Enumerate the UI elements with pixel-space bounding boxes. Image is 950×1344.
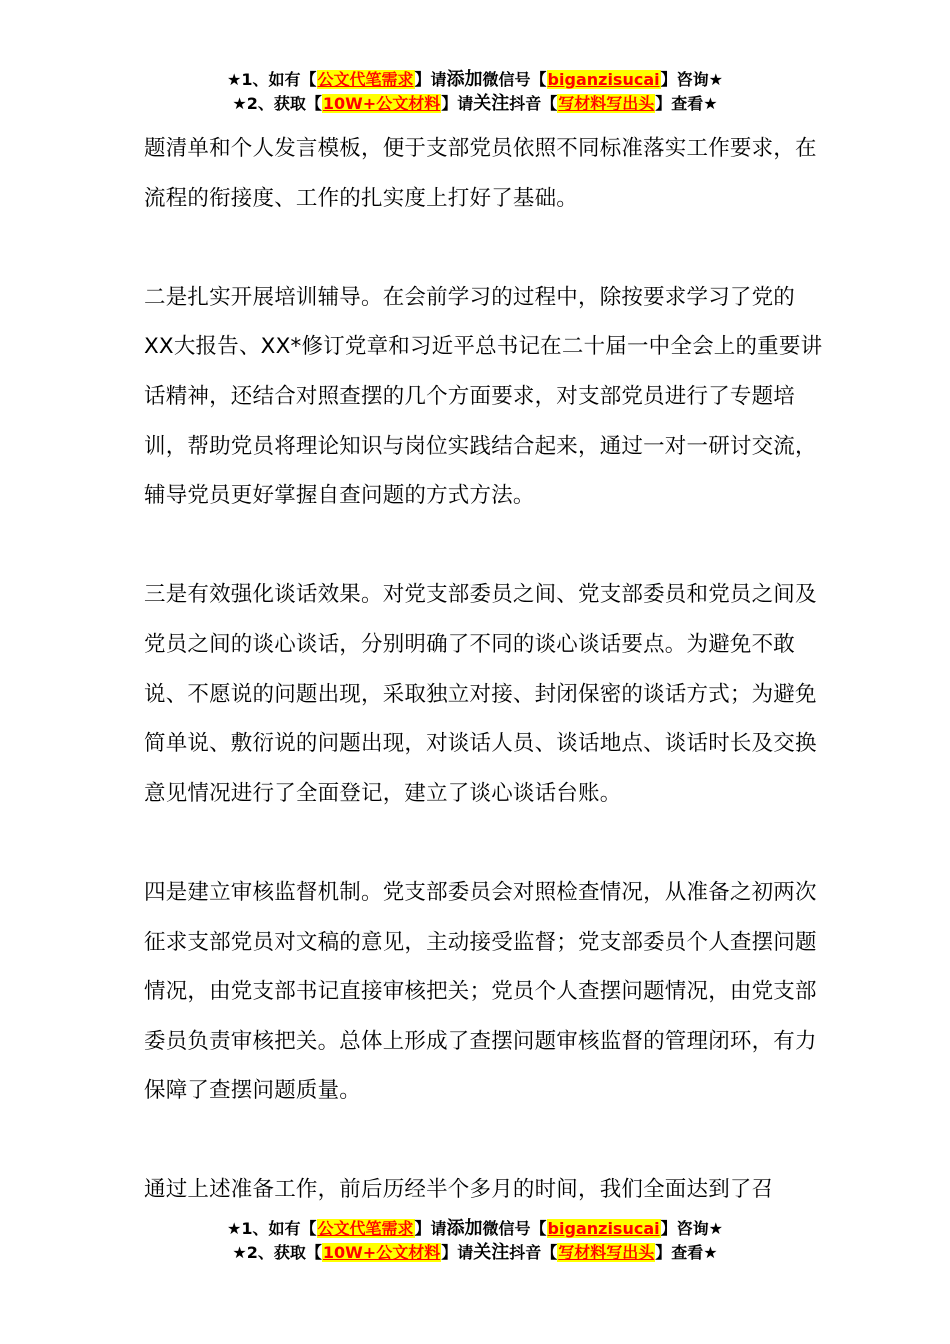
paragraph: 三是有效强化谈话效果。对党支部委员之间、党支部委员和党员之间及党员之间的谈心谈话，分别明确了不同的谈心谈话要点。为避免不敢说、不愿说的问题出现，采取独立对接、封闭保密的谈话方式；为避免简单说、敷衍说的问题出现，对谈话人员、谈话地点、谈话时长及交换意见情况进行了全面登记，建立了谈心谈话台账。: [144, 582, 817, 806]
banner-line-2: ★2、获取【10W+公文材料】请关注抖音【写材料写出头】查看★: [232, 1242, 718, 1263]
banner-wechat-id: biganzisucai: [547, 70, 660, 89]
banner-highlight: 10W+公文材料: [322, 94, 441, 113]
banner-highlight: 公文代笔需求: [317, 1219, 414, 1238]
footer-banner: [0, 1217, 950, 1265]
banner-line-1: ★1、如有【公文代笔需求】请添加微信号【biganzisucai】咨询★: [227, 1218, 723, 1239]
header-banner: [0, 68, 950, 116]
paragraph-gap: [144, 521, 824, 571]
paragraph-gap: [144, 223, 824, 273]
paragraph: 题清单和个人发言模板，便于支部党员依照不同标准落实工作要求，在流程的衔接度、工作的扎实度上打好了基础。: [144, 136, 817, 211]
paragraph-gap: [144, 1116, 824, 1166]
banner-douyin-id: 写材料写出头: [558, 94, 655, 113]
banner-douyin-id: 写材料写出头: [558, 1243, 655, 1262]
banner-highlight: 公文代笔需求: [317, 70, 414, 89]
banner-wechat-id: biganzisucai: [547, 1219, 660, 1238]
banner-line-1: ★1、如有【公文代笔需求】请添加微信号【biganzisucai】咨询★: [227, 69, 723, 90]
banner-highlight: 10W+公文材料: [322, 1243, 441, 1262]
banner-line-2: ★2、获取【10W+公文材料】请关注抖音【写材料写出头】查看★: [232, 93, 718, 114]
paragraph: 四是建立审核监督机制。党支部委员会对照检查情况，从准备之初两次征求支部党员对文稿的意见，主动接受监督；党支部委员个人查摆问题情况，由党支部书记直接审核把关；党员个人查摆问题情况，由党支部委员负责审核把关。总体上形成了查摆问题审核监督的管理闭环，有力保障了查摆问题质量。: [144, 879, 817, 1104]
document-body: [144, 124, 824, 1215]
paragraph: 二是扎实开展培训辅导。在会前学习的过程中，除按要求学习了党的XX大报告、XX*修订党章和习近平总书记在二十届一中全会上的重要讲话精神，还结合对照查摆的几个方面要求，对支部党员进行了专题培训，帮助党员将理论知识与岗位实践结合起来，通过一对一研讨交流，辅导党员更好掌握自查问题的方式方法。: [144, 284, 823, 509]
paragraph: 通过上述准备工作，前后历经半个多月的时间，我们全面达到了召: [144, 1177, 774, 1203]
paragraph-gap: [144, 818, 824, 868]
